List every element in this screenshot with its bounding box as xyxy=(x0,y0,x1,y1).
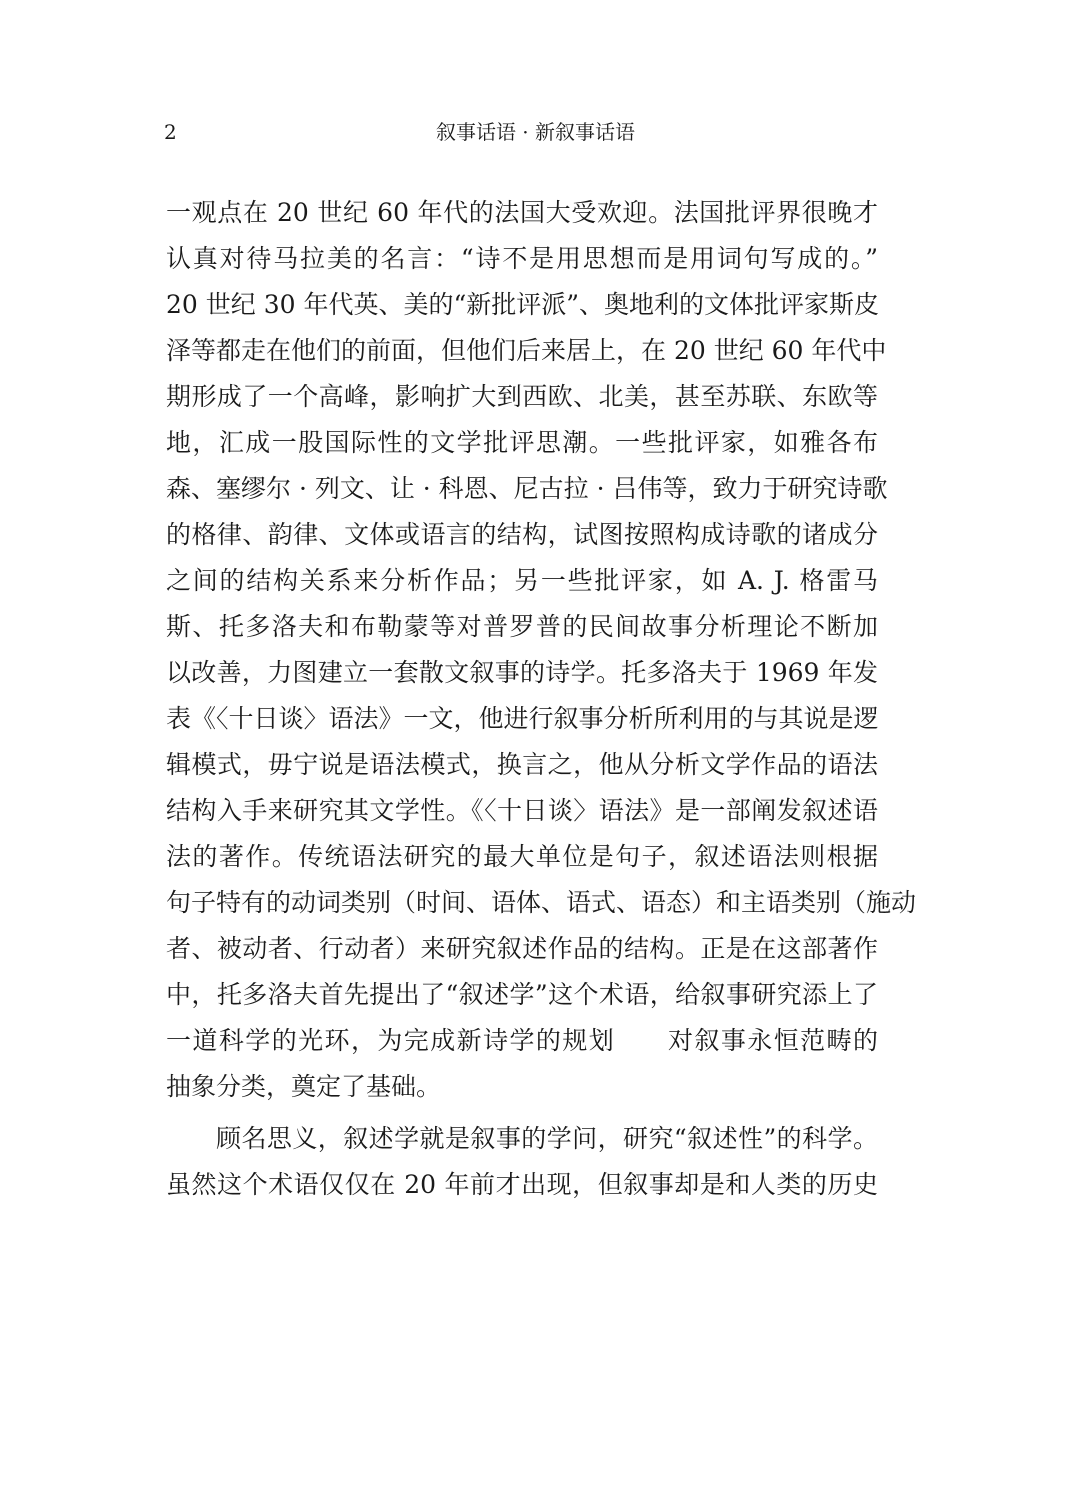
paragraph-1 xyxy=(166,190,917,1110)
paragraph-2 xyxy=(166,1116,878,1208)
text-line: 抽象分类，奠定了基础。 xyxy=(166,1072,442,1101)
page-number: 2 xyxy=(164,120,177,144)
text-line: 地，汇成一股国际性的文学批评思潮。一些批评家，如雅各布 xyxy=(166,428,878,457)
text-line: 虽然这个术语仅仅在 20 年前才出现，但叙事却是和人类的历史 xyxy=(166,1170,878,1199)
body-text xyxy=(166,190,917,1208)
text-line: 者、被动者、行动者）来研究叙述作品的结构。正是在这部著作 xyxy=(166,934,878,963)
text-line: 斯、托多洛夫和布勒蒙等对普罗普的民间故事分析理论不断加 xyxy=(166,612,878,641)
text-line: 之间的结构关系来分析作品；另一些批评家，如 A. J. 格雷马 xyxy=(166,566,878,595)
text-line: 表《〈十日谈〉语法》一文，他进行叙事分析所利用的与其说是逻 xyxy=(166,704,879,733)
text-line: 辑模式，毋宁说是语法模式，换言之，他从分析文学作品的语法 xyxy=(166,750,878,779)
text-line: 以改善，力图建立一套散文叙事的诗学。托多洛夫于 1969 年发 xyxy=(166,658,878,687)
text-line: 结构入手来研究其文学性。《〈十日谈〉语法》是一部阐发叙述语 xyxy=(166,796,878,825)
text-line: 20 世纪 30 年代英、美的“新批评派”、奥地利的文体批评家斯皮 xyxy=(166,290,880,319)
text-line: 泽等都走在他们的前面，但他们后来居上，在 20 世纪 60 年代中 xyxy=(166,336,887,365)
text-line: 中，托多洛夫首先提出了“叙述学”这个术语，给叙事研究添上了 xyxy=(166,980,878,1009)
running-header: 叙事话语 · 新叙事话语 xyxy=(435,120,636,144)
text-line: 句子特有的动词类别（时间、语体、语式、语态）和主语类别（施动 xyxy=(166,888,917,917)
text-line: 一道科学的光环，为完成新诗学的规划 对叙事永恒范畴的 xyxy=(166,1026,878,1055)
text-line: 认真对待马拉美的名言：“诗不是用思想而是用词句写成的。” xyxy=(166,244,878,273)
text-line: 一观点在 20 世纪 60 年代的法国大受欢迎。法国批评界很晚才 xyxy=(166,198,878,227)
text-line: 顾名思义，叙述学就是叙事的学问，研究“叙述性”的科学。 xyxy=(216,1124,878,1153)
text-line: 法的著作。传统语法研究的最大单位是句子，叙述语法则根据 xyxy=(166,842,878,871)
text-line: 森、塞缪尔 · 列文、让 · 科恩、尼古拉 · 吕伟等，致力于研究诗歌 xyxy=(166,474,888,503)
text-line: 期形成了一个高峰，影响扩大到西欧、北美，甚至苏联、东欧等 xyxy=(166,382,878,411)
text-line: 的格律、韵律、文体或语言的结构，试图按照构成诗歌的诸成分 xyxy=(166,520,878,549)
